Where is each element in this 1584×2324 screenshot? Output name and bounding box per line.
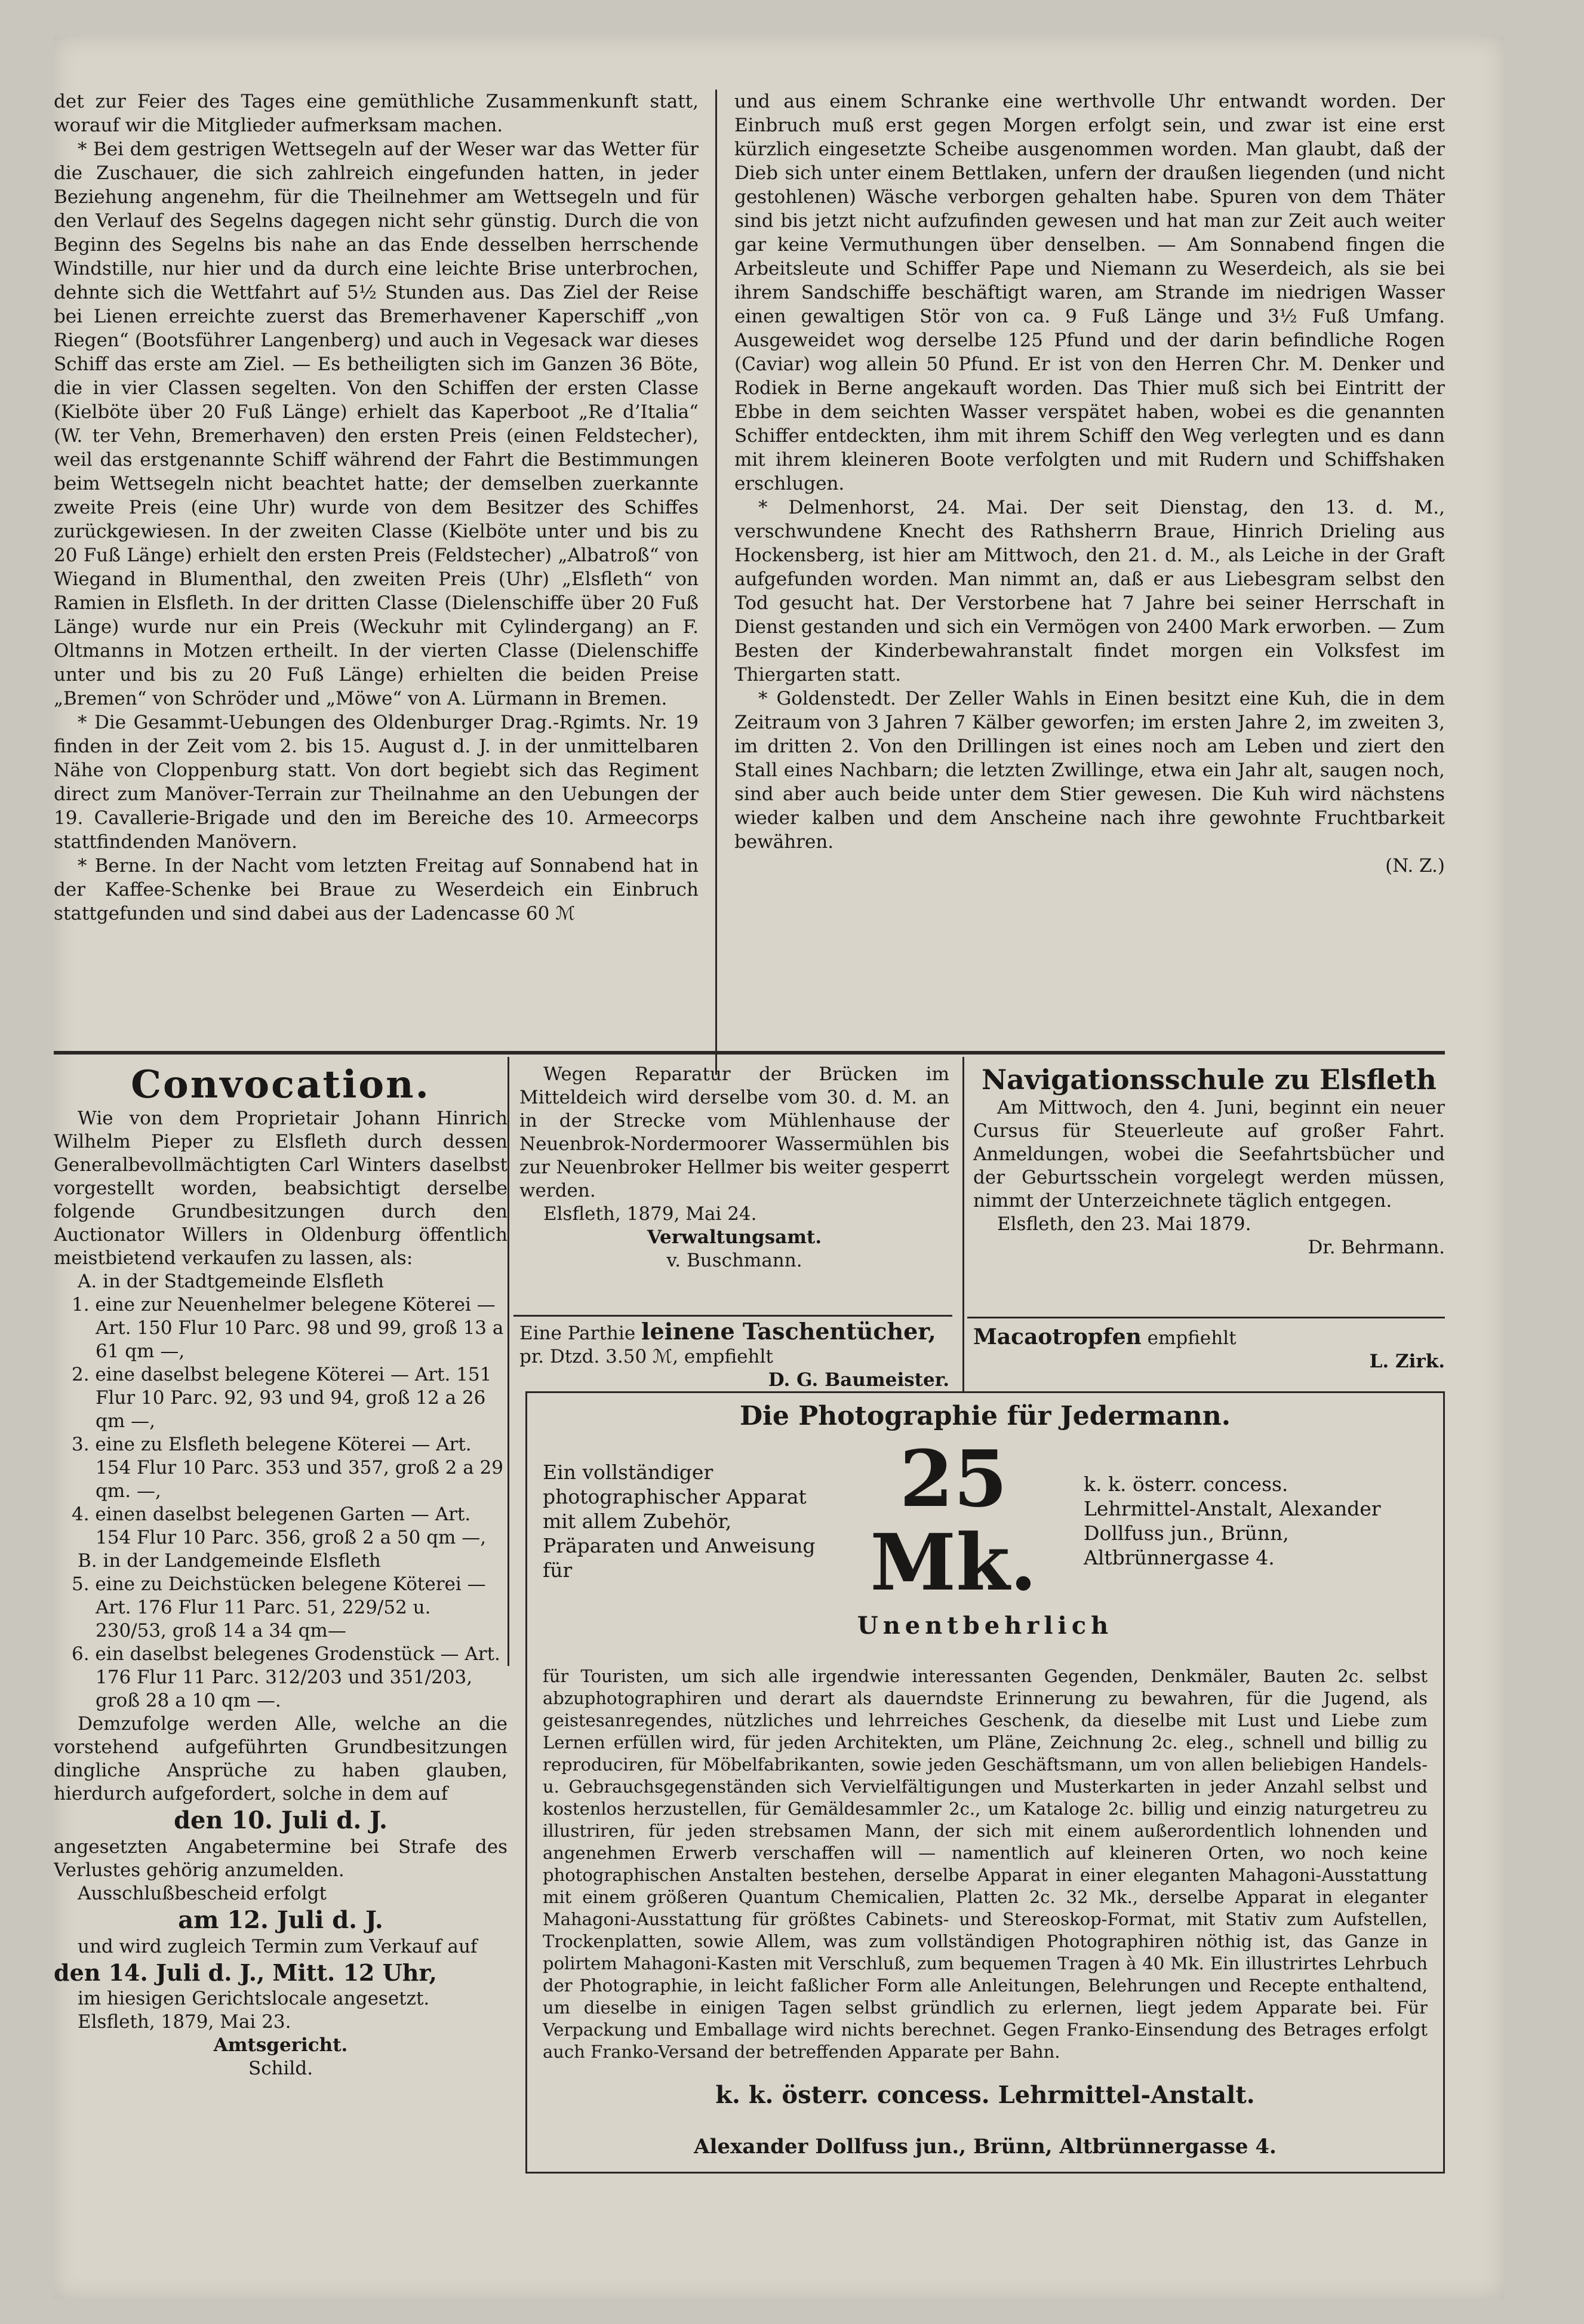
convocation-title: Convocation. [131,1063,430,1107]
column-divider [962,1057,964,1391]
convocation-section-b: B. in der Landgemeinde Elsfleth [78,1550,381,1572]
convocation-intro: Wie von dem Proprietair Johann Hinrich Wilhelm Pieper zu Elsfleth durch dessen Generalbevollmächtigten Carl Winters daselbst vorgestellt worden, beabsichtigt derselbe folgende Grundbesitzungen durch den Auctionator Willers in Oldenburg öffentlich meistbietend verkaufen zu lassen, als: [54,1108,508,1269]
handkerchief-ad-product: leinene Taschentücher, [641,1320,936,1345]
macao-ad [973,1326,1445,1385]
navigation-school-place-date: Elsfleth, den 23. Mai 1879. [997,1213,1251,1235]
ad-divider [967,1317,1445,1318]
convocation-text: Ausschlußbescheid erfolgt [78,1883,327,1904]
convocation-signer: Schild. [248,2058,313,2079]
convocation-ad [54,1063,508,2275]
article-paragraph: det zur Feier des Tages eine gemüthliche Zusammenkunft statt, worauf wir die Mitglieder aufmerksam machen. [54,91,699,136]
navigation-school-signer: Dr. Behrmann. [1308,1237,1445,1258]
article-paragraph: * Die Gesammt-Uebungen des Oldenburger Drag.-Rgimts. Nr. 19 finden in der Zeit vom 2. bis 15. August d. J. in der unmittelbaren Nähe von Cloppenburg statt. Von dort begiebt sich das Regiment direct zum Manöver-Terrain zur Theilnahme an den Uebungen der 19. Cavallerie-Brigade und den im Bereiche des 10. Armeecorps stattfindenden Manövern. [54,712,699,853]
handkerchief-ad-text: Eine Parthie [519,1323,636,1344]
convocation-text: im hiesigen Gerichtslocale angesetzt. [78,1988,430,2009]
macao-ad-text: empfiehlt [1147,1327,1237,1349]
convocation-text: und wird zugleich Termin zum Verkauf auf [78,1936,478,1957]
convocation-section-a: A. in der Stadtgemeinde Elsfleth [78,1271,384,1292]
photography-ad-body: für Touristen, um sich alle irgendwie interessanten Gegenden, Denkmäler, Bauten 2c. selbst abzuphotographiren und derart als dauerndste Erinnerung zu bewahren, für die Jugend, als geistesanregendes, nützliches und lehrreiches Geschenk, da dieselbe mit Lust und Liebe zum Lernen erfüllen wird, für jeden Architekten, um Pläne, Zeichnung 2c. eleg., schnell und billig zu reproduciren, für Möbelfabrikanten, sowie jeden Geschäftsmann, um von allen beliebigen Handels- u. Gebrauchsgegenständen sich Vervielfältigungen und Musterkarten in jeder Anzahl selbst und kostenlos herzustellen, für Gemäldesammler 2c., um Kataloge 2c. billig und einzig naturgetreu zu illustriren, für jeden strebsamen Mann, der sich mit einem außerordentlich lohnenden und angenehmen Erwerb verschaffen will — namentlich auf kleineren Orten, wo noch keine photographischen Anstalten bestehen, derselbe Apparat in einer eleganten Mahagoni-Ausstattung mit einem größeren Quantum Chemicalien, Platten 2c. 32 Mk., derselbe Apparat in eleganter Mahagoni-Ausstattung für größtes Cabinets- und Stereoskop-Format, mit Stativ zum Aufstellen, Trockenplatten, sowie Allem, was zum vollständigen Photographiren nöthig ist, das Ganze in polirtem Mahagoni-Kasten mit Verschluß, zum bequemen Tragen à 40 Mk. Ein illustrirtes Lehrbuch der Photographie, in leicht faßlicher Form alle Anleitungen, Belehrungen und Recepte enthaltend, um dieselbe in einigen Tagen selbst gründlich zu erlernen, liegt jedem Apparate bei. Für Verpackung und Emballage wird nichts berechnet. Gegen Franko-Einsendung des Betrages erfolgt auch Franko-Versand der betreffenden Apparate per Bahn. [543,1666,1428,2062]
handkerchief-ad-price: pr. Dtzd. 3.50 ℳ, empfiehlt [519,1346,773,1367]
convocation-date: den 10. Juli d. J. [174,1806,387,1834]
photography-ad-vendor: k. k. österr. concess. Lehrmittel-Anstalt, Alexander Dollfuss jun., Brünn, Altbrünnergasse 4. [1084,1473,1381,1569]
photography-ad-subtitle: Unentbehrlich [857,1612,1114,1640]
list-item: 3. eine zu Elsfleth belegene Köterei — Art. 154 Flur 10 Parc. 353 und 357, groß 2 a 29 qm. —, [72,1434,503,1502]
photography-ad-footer-address: Alexander Dollfuss jun., Brünn, Altbrünnergasse 4. [694,2135,1277,2159]
convocation-place-date: Elsfleth, 1879, Mai 23. [78,2011,291,2033]
navigation-school-ad [973,1063,1445,1314]
convocation-date: den 14. Juli d. J., Mitt. 12 Uhr, [54,1959,437,1986]
article-signature: (N. Z.) [1385,855,1445,877]
macao-ad-product: Macaotropfen [973,1326,1142,1349]
bridge-notice-signer: v. Buschmann. [666,1250,802,1271]
list-item: 5. eine zu Deichstücken belegene Köterei — Art. 176 Flur 11 Parc. 51, 229/52 u. 230/53, groß 14 a 34 qm— [72,1573,486,1641]
article-paragraph: und aus einem Schranke eine werthvolle Uhr entwandt worden. Der Einbruch muß erst gegen Morgen erfolgt sein, und zwar ist eine erst kürzlich eingesetzte Scheibe ausgenommen worden. Man glaubt, daß der Dieb sich unter einem Bettlaken, unfern der draußen liegenden (und nicht gestohlenen) Wäsche verborgen gehalten habe. Spuren von dem Thäter sind bis jetzt nicht aufzufinden gewesen und hat man zur Zeit auch weiter gar keine Vermuthungen über denselben. — Am Sonnabend fingen die Arbeitsleute und Schiffer Pape und Niemann zu Weserdeich, als sie bei ihrem Sandschiffe beschäftigt waren, am Strande im niedrigen Wasser einen gewaltigen Stör von ca. 9 Fuß Länge und 3½ Fuß Umfang. Ausgeweidet wog derselbe 125 Pfund und der darin befindliche Rogen (Caviar) wog allein 50 Pfund. Er ist von den Herren Chr. M. Denker und Rodiek in Berne angekauft worden. Das Thier muß sich bei Eintritt der Ebbe in dem seichten Wasser verspätet haben, wobei es die genannten Schiffer entdeckten, ihm mit ihrem Schiff den Weg verlegten und es dann mit ihrem kleineren Boote verfolgten und mit Rudern und Schiffshaken erschlugen. [734,91,1445,494]
article-column-left [54,90,699,1069]
bridge-notice-office: Verwaltungsamt. [647,1226,822,1248]
ad-divider [513,1315,952,1317]
list-item: 1. eine zur Neuenhelmer belegene Köterei — Art. 150 Flur 10 Parc. 98 und 99, groß 13 a 61 qm —, [72,1294,504,1362]
macao-ad-seller: L. Zirk. [1369,1351,1445,1372]
photography-ad-title: Die Photographie für Jedermann. [739,1401,1231,1431]
photography-ad-intro: Ein vollständiger photographischer Apparat mit allem Zubehör, Präparaten und Anweisung für [543,1460,816,1582]
article-paragraph: * Bei dem gestrigen Wettsegeln auf der Weser war das Wetter für die Zuschauer, die sich zahlreich eingefunden hatten, in jeder Beziehung angenehm, für die Theilnehmer am Wettsegeln und für den Verlauf des Segelns dagegen nicht sehr günstig. Durch die von Beginn des Segelns bis nahe an das Ende desselben herrschende Windstille, nur hier und da durch eine leichte Brise unterbrochen, dehnte sich die Wettfahrt auf 5½ Stunden aus. Das Ziel der Reise bei Lienen erreichte zuerst das Bremerhavener Kaperschiff „von Riegen“ (Bootsführer Langenberg) und auch in Vegesack war dieses Schiff das erste am Ziel. — Es betheiligten sich im Ganzen 36 Böte, die in vier Classen segelten. Von den Schiffen der ersten Classe (Kielböte über 20 Fuß Länge) erhielt das Kaperboot „Re d’Italia“ (W. ter Vehn, Bremerhaven) den ersten Preis (einen Feldstecher), weil das erstgenannte Schiff während der Fahrt die Bestimmungen beim Wettsegeln nicht beachtet hatte; der demselben zuerkannte zweite Preis (eine Uhr) wurde von dem Besitzer des Schiffes zurückgewiesen. In der zweiten Classe (Kielböte unter und bis zu 20 Fuß Länge) erhielt den ersten Preis (Feldstecher) „Albatroß“ von Wiegand in Blumenthal, den zweiten Preis (Uhr) „Elsfleth“ von Ramien in Elsfleth. In der dritten Classe (Dielenschiffe über 20 Fuß Länge) wurde nur ein Preis (Weckuhr mit Cylindergang) an F. Oltmanns in Motzen ertheilt. In der vierten Classe (Dielenschiffe unter und bis zu 20 Fuß Länge) erhielten die beiden Preise „Bremen“ von Schröder und „Möwe“ von A. Lürmann in Bremen. [54,139,699,709]
convocation-text: angesetzten Angabetermine bei Strafe des Verlustes gehörig anzumelden. [54,1836,508,1881]
bridge-notice-text: Wegen Reparatur der Brücken im Mitteldeich wird derselbe vom 30. d. M. an in der Strecke vom Mühlenhause der Neuenbrok-Nordermoorer Wassermühlen bis zur Neuenbroker Hellmer bis weiter gesperrt werden. [519,1063,949,1201]
handkerchief-ad [519,1320,949,1397]
article-paragraph: * Goldenstedt. Der Zeller Wahls in Einen besitzt eine Kuh, die in dem Zeitraum von 3 Jahren 7 Kälber geworfen; im ersten Jahre 2, im zweiten 3, im dritten 2. Von den Drillingen ist eines noch am Leben und ziert den Stall eines Nachbarn; die letzten Zwillinge, etwa ein Jahr alt, saugen noch, sind aber auch beide unter dem Stier gewesen. Die Kuh wird nächstens wieder kalben und dem Anscheine nach ihre gewohnte Fruchtbarkeit bewähren. [734,688,1445,853]
bridge-notice-place-date: Elsfleth, 1879, Mai 24. [543,1203,757,1225]
list-item: 4. einen daselbst belegenen Garten — Art. 154 Flur 10 Parc. 356, groß 2 a 50 qm —, [72,1504,487,1548]
list-item: 6. ein daselbst belegenes Grodenstück — Art. 176 Flur 11 Parc. 312/203 und 351/203, groß 28 a 10 qm —. [72,1643,500,1711]
photography-ad-price: 25 Mk. [870,1433,1037,1608]
column-divider [715,90,717,1075]
list-item: 2. eine daselbst belegene Köterei — Art. 151 Flur 10 Parc. 92, 93 und 94, groß 12 a 26 qm —, [72,1364,492,1432]
article-paragraph: * Delmenhorst, 24. Mai. Der seit Dienstag, den 13. d. M., verschwundene Knecht des Rathsherrn Braue, Hinrich Drieling aus Hockensberg, ist hier am Mittwoch, den 21. d. M., als Leiche in der Graft aufgefunden worden. Man nimmt an, daß er aus Liebesgram selbst den Tod gesucht hat. Der Verstorbene hat 7 Jahre bei seiner Herrschaft in Dienst gestanden und sich ein Vermögen von 2400 Mark erworben. — Zum Besten der Kinderbewahranstalt findet morgen ein Volksfest im Thiergarten statt. [734,497,1445,685]
photography-ad [525,1391,1445,2174]
convocation-text: Demzufolge werden Alle, welche an die vorstehend aufgeführten Grundbesitzungen dingliche Ansprüche zu haben glauben, hierdurch aufgefordert, solche in dem auf [54,1713,508,1805]
newspaper-page [54,36,1505,2299]
handkerchief-ad-seller: D. G. Baumeister. [768,1369,949,1391]
article-paragraph: * Berne. In der Nacht vom letzten Freitag auf Sonnabend hat in der Kaffee-Schenke bei Braue zu Weserdeich ein Einbruch stattgefunden und sind dabei aus der Ladencasse 60 ℳ [54,855,699,924]
navigation-school-text: Am Mittwoch, den 4. Juni, beginnt ein neuer Cursus für Steuerleute auf großer Fahrt. Anmeldungen, wobei die Seefahrtsbücher und der Geburtsschein vorgelegt werden müssen, nimmt der Unterzeichnete täglich entgegen. [973,1097,1445,1212]
section-divider [54,1051,1445,1055]
bridge-notice [519,1063,949,1314]
convocation-list-a [54,1293,508,1550]
navigation-school-title: Navigationsschule zu Elsfleth [982,1063,1437,1096]
convocation-court: Amtsgericht. [213,2034,348,2056]
photography-ad-footer-title: k. k. österr. concess. Lehrmittel-Anstalt. [715,2081,1255,2109]
column-divider [508,1057,509,1666]
convocation-date: am 12. Juli d. J. [178,1906,383,1934]
article-column-right [734,90,1445,1057]
convocation-list-b [54,1573,508,1713]
